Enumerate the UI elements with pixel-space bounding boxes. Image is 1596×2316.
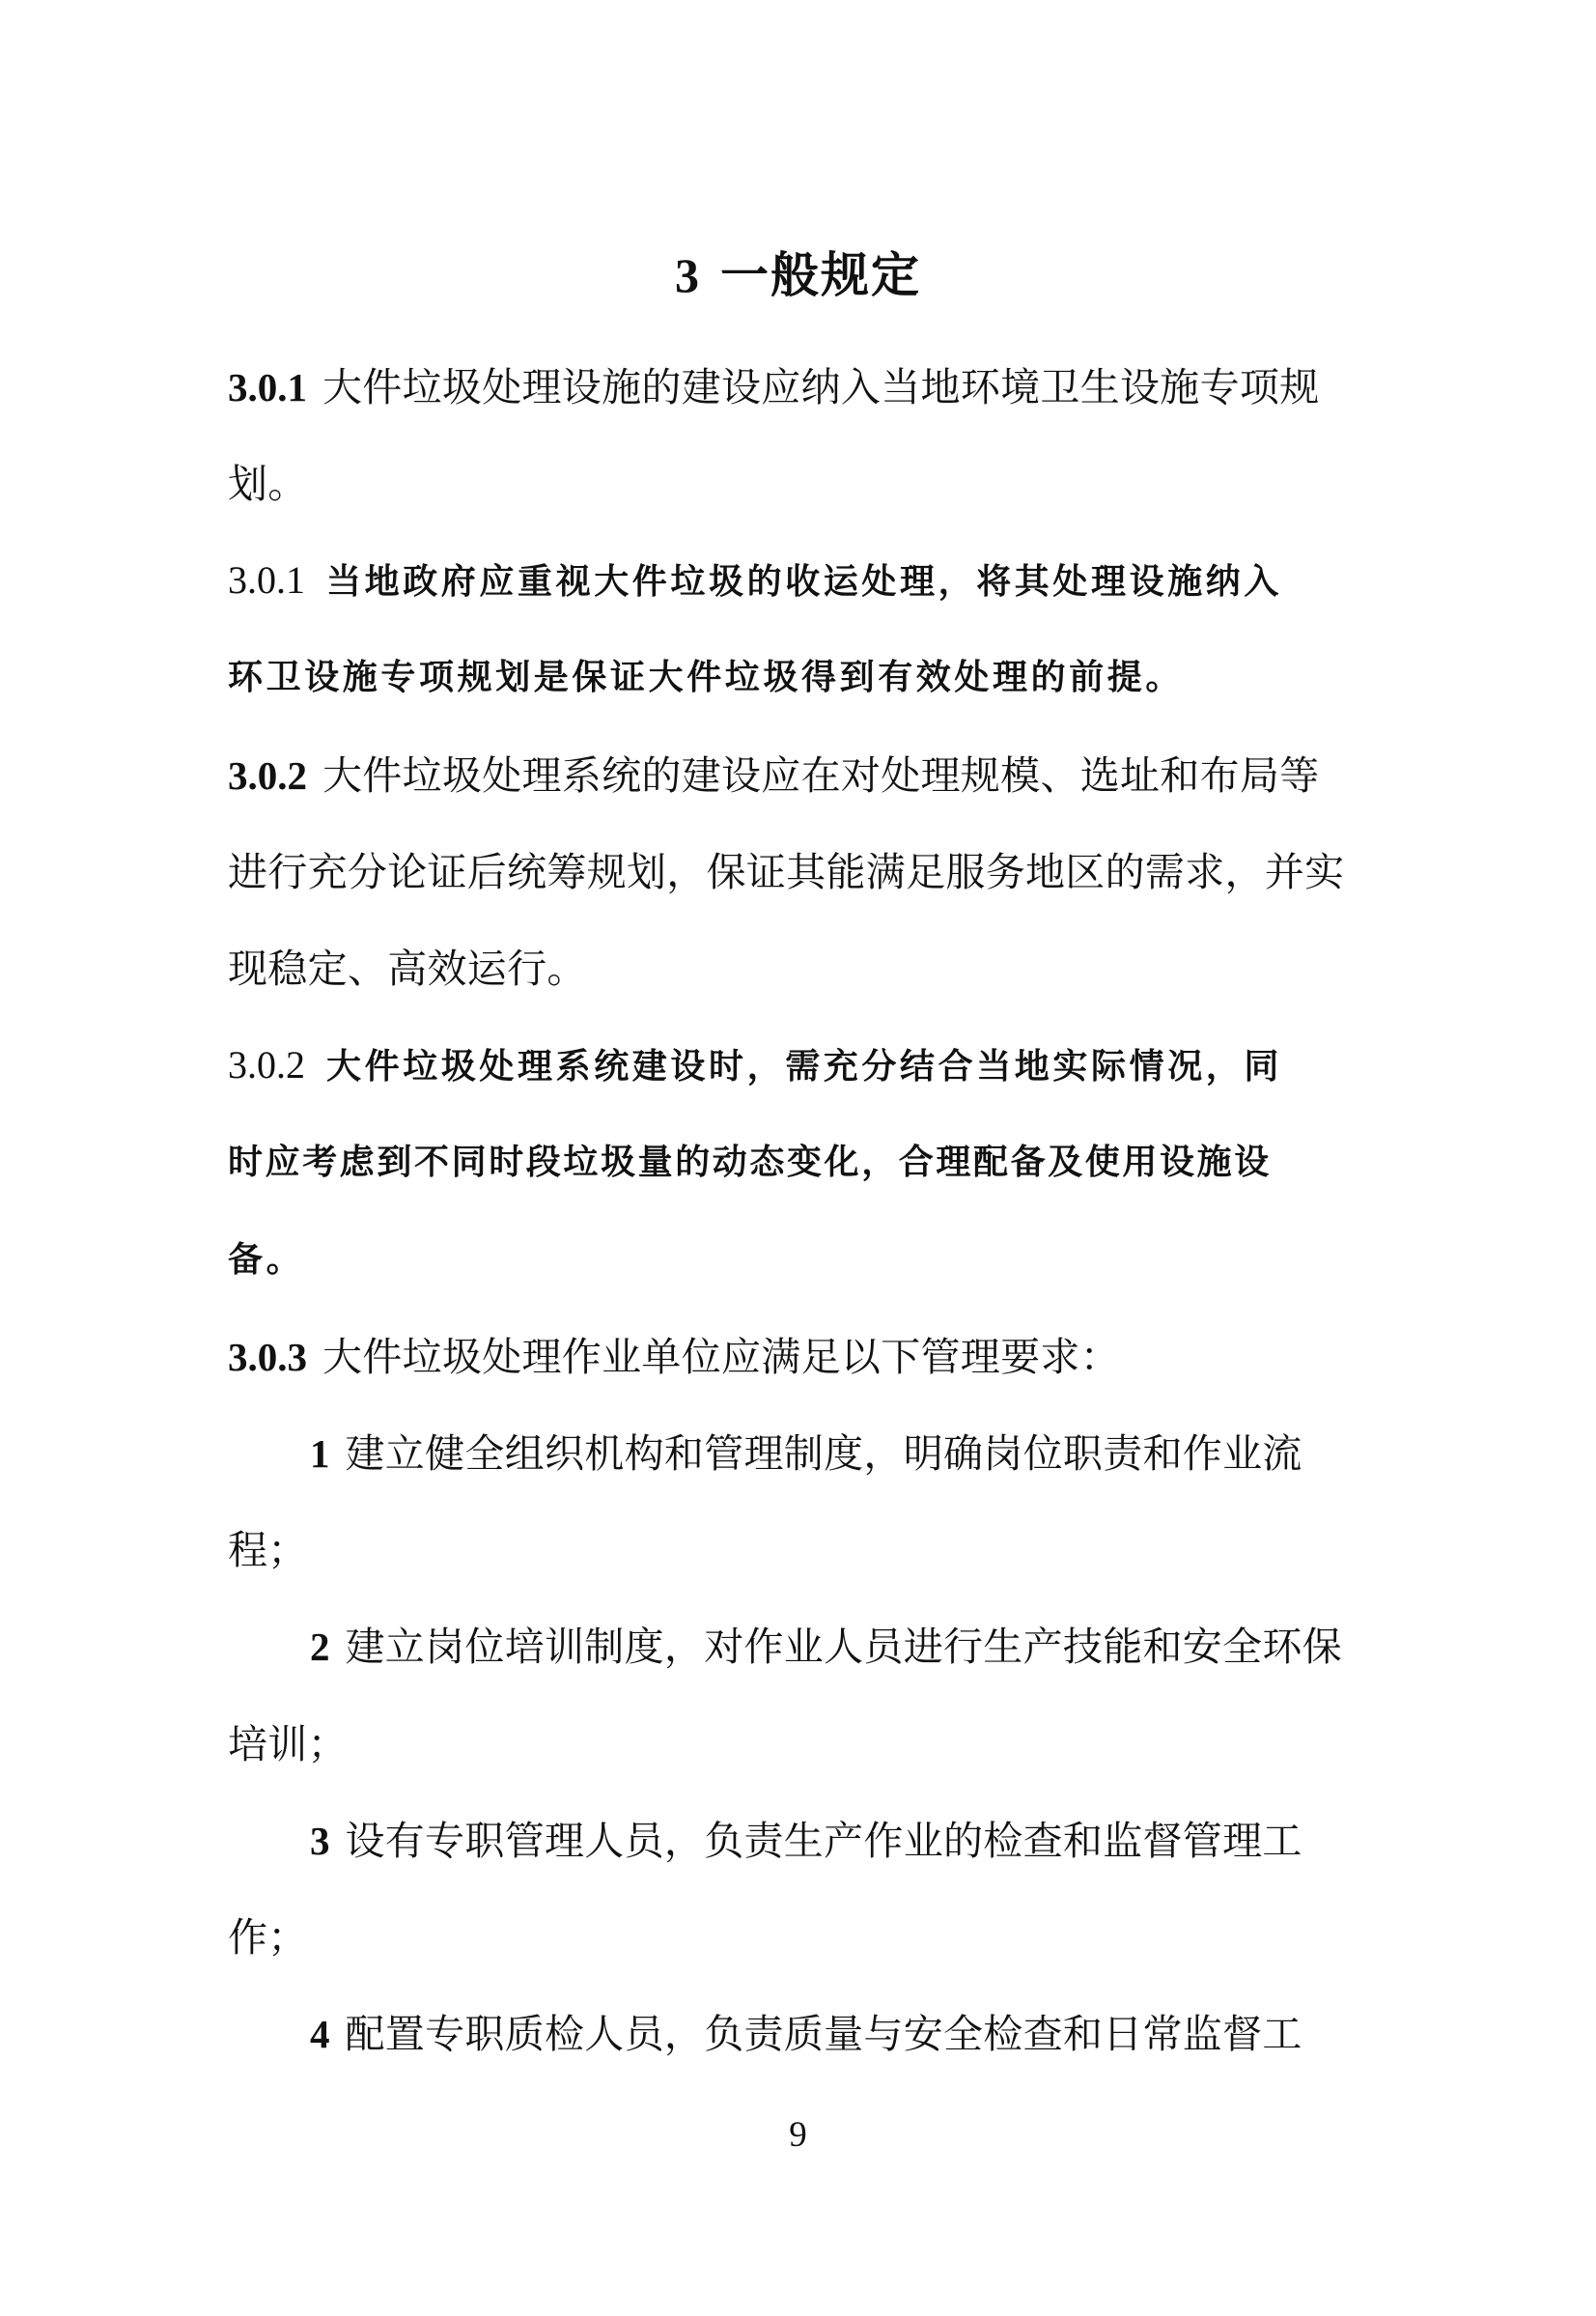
chapter-number: 3 [675, 248, 701, 302]
clause-text: 大件垃圾处理系统的建设应在对处理规模、选址和布局等 [322, 752, 1320, 799]
clause-3-0-2-line-2 [228, 843, 1386, 901]
item-3-line-1 [310, 1812, 1469, 1870]
explanation-3-0-2-line-1 [228, 1036, 1386, 1096]
explanation-3-0-2-line-3 [228, 1231, 1386, 1289]
page-number: 9 [789, 2115, 807, 2155]
explanation-text: 时应考虑到不同时段垃圾量的动态变化，合理配备及使用设施设 [228, 1143, 1272, 1182]
clause-text: 进行充分论证后统筹规划，保证其能满足服务地区的需求，并实 [228, 849, 1345, 895]
item-1-line-2 [228, 1521, 1386, 1579]
explanation-text: 环卫设施专项规划是保证大件垃圾得到有效处理的前提。 [228, 658, 1185, 697]
item-text: 配置专职质检人员，负责质量与安全检查和日常监督工 [345, 2011, 1302, 2057]
item-number: 2 [310, 1624, 330, 1669]
clause-number: 3.0.3 [228, 1335, 307, 1379]
item-number: 3 [310, 1819, 330, 1863]
clause-text: 划。 [228, 461, 308, 507]
clause-3-0-1-line-1 [228, 358, 1386, 416]
clause-number: 3.0.1 [228, 365, 307, 410]
item-text: 建立岗位培训制度，对作业人员进行生产技能和安全环保 [345, 1624, 1342, 1670]
item-3-line-2 [228, 1908, 1386, 1966]
item-number: 4 [310, 2012, 330, 2056]
item-text: 程； [228, 1527, 308, 1573]
clause-3-0-2-line-3 [228, 940, 1386, 998]
clause-3-0-1-line-2 [228, 455, 1386, 513]
clause-text: 大件垃圾处理设施的建设应纳入当地环境卫生设施专项规 [322, 364, 1320, 410]
explanation-text: 大件垃圾处理系统建设时，需充分结合当地实际情况，同 [326, 1047, 1283, 1087]
chapter-title: 一般规定 [720, 247, 921, 303]
clause-number: 3.0.2 [228, 753, 307, 798]
item-1-line-1 [310, 1425, 1469, 1483]
item-text: 设有专职管理人员，负责生产作业的检查和监督管理工 [345, 1818, 1302, 1864]
clause-text: 大件垃圾处理作业单位应满足以下管理要求： [322, 1334, 1120, 1380]
item-2-line-2 [228, 1715, 1386, 1773]
item-text: 建立健全组织机构和管理制度，明确岗位职责和作业流 [345, 1430, 1302, 1477]
item-number: 1 [310, 1431, 330, 1476]
explanation-number: 3.0.1 [228, 558, 305, 602]
item-2-line-1 [310, 1618, 1469, 1676]
clause-text: 现稳定、高效运行。 [228, 946, 587, 992]
clause-3-0-3-line-1 [228, 1328, 1386, 1386]
item-4-line-1 [310, 2005, 1469, 2063]
explanation-3-0-2-line-2 [228, 1134, 1386, 1192]
explanation-text: 当地政府应重视大件垃圾的收运处理，将其处理设施纳入 [326, 562, 1283, 602]
item-text: 培训； [228, 1721, 348, 1767]
explanation-number: 3.0.2 [228, 1043, 305, 1087]
clause-3-0-2-line-1 [228, 747, 1386, 805]
explanation-3-0-1-line-2 [228, 649, 1386, 707]
explanation-3-0-1-line-1 [228, 551, 1386, 611]
chapter-heading [0, 241, 1596, 309]
item-text: 作； [228, 1914, 308, 1961]
explanation-text: 备。 [228, 1240, 305, 1280]
